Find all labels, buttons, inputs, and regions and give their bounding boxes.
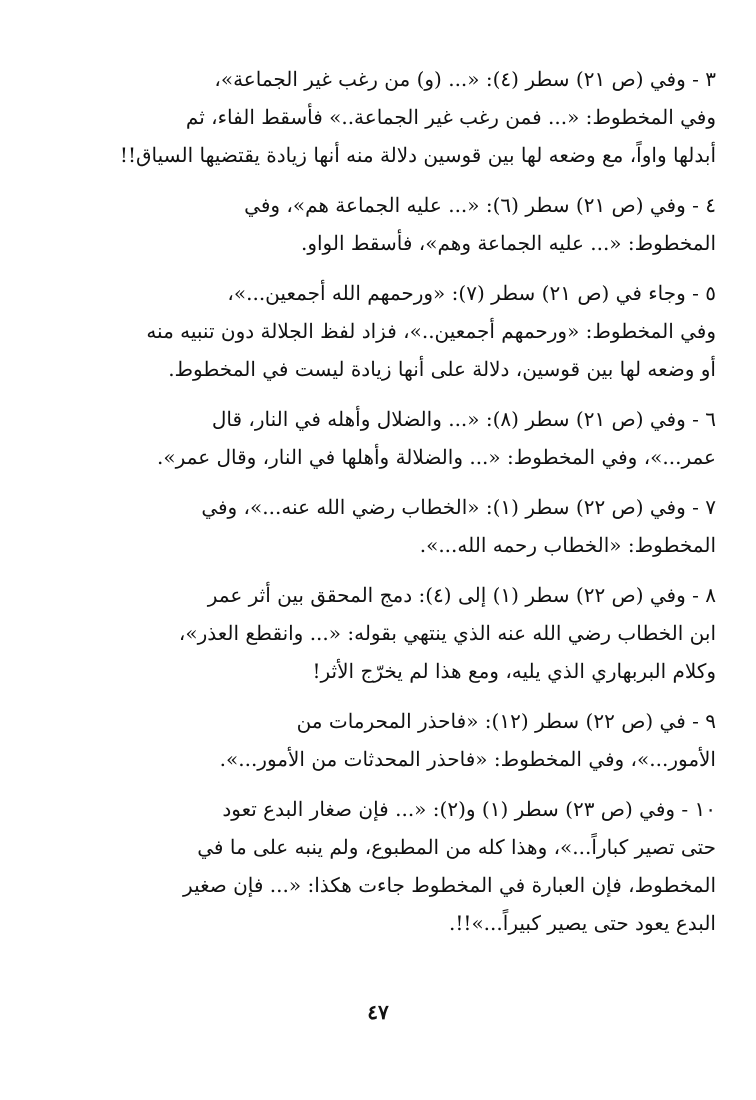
text-line: أو وضعه لها بين قوسين، دلالة على أنها زيادة ليست في المخطوط. — [168, 357, 716, 381]
text-line: الأمور...»، وفي المخطوط: «فاحذر المحدثات من الأمور...». — [219, 747, 716, 771]
text-line: وفي المخطوط: «ورحمهم أجمعين..»، فزاد لفظ الجلالة دون تنبيه منه — [146, 319, 716, 343]
text-line: ٧ - وفي (ص ٢٢) سطر (١): «الخطاب رضي الله عنه...»، وفي — [201, 495, 716, 519]
text-line: المخطوط: «الخطاب رحمه الله...». — [419, 533, 716, 557]
text-line: وفي المخطوط: «... فمن رغب غير الجماعة..» فأسقط الفاء، ثم — [185, 105, 716, 129]
text-line: ١٠ - وفي (ص ٢٣) سطر (١) و(٢): «... فإن صغار البدع تعود — [222, 797, 716, 821]
paragraph-3 — [116, 60, 716, 174]
text-line: المخطوط: «... عليه الجماعة وهم»، فأسقط الواو. — [300, 231, 716, 255]
text-line: حتى تصير كباراً...»، وهذا كله من المطبوع، ولم ينبه على ما في — [197, 835, 716, 859]
paragraph-9 — [116, 702, 716, 778]
paragraph-5 — [116, 274, 716, 388]
page-number: ٤٧ — [367, 1000, 389, 1024]
paragraph-10 — [116, 790, 716, 942]
text-line: أبدلها واواً، مع وضعه لها بين قوسين دلالة منه أنها زيادة يقتضيها السياق!! — [119, 143, 716, 167]
text-line: ٤ - وفي (ص ٢١) سطر (٦): «... عليه الجماعة هم»، وفي — [244, 193, 716, 217]
text-line: البدع يعود حتى يصير كبيراً...»!!. — [449, 911, 716, 935]
text-line: عمر...»، وفي المخطوط: «... والضلالة وأهلها في النار، وقال عمر». — [157, 445, 716, 469]
text-line: وكلام البربهاري الذي يليه، ومع هذا لم يخرّج الأثر! — [312, 659, 716, 683]
paragraph-4 — [116, 186, 716, 262]
text-line: ابن الخطاب رضي الله عنه الذي ينتهي بقوله: «... وانقطع العذر»، — [178, 621, 716, 645]
page-body — [116, 60, 716, 954]
text-line: ٩ - في (ص ٢٢) سطر (١٢): «فاحذر المحرمات من — [296, 709, 716, 733]
paragraph-8 — [116, 576, 716, 690]
text-line: ٨ - وفي (ص ٢٢) سطر (١) إلى (٤): دمج المحقق بين أثر عمر — [207, 583, 716, 607]
text-line: ٦ - وفي (ص ٢١) سطر (٨): «... والضلال وأهله في النار، قال — [211, 407, 716, 431]
paragraph-7 — [116, 488, 716, 564]
text-line: المخطوط، فإن العبارة في المخطوط جاءت هكذا: «... فإن صغير — [183, 873, 716, 897]
text-line: ٣ - وفي (ص ٢١) سطر (٤): «... (و) من رغب غير الجماعة»، — [214, 67, 716, 91]
text-line: ٥ - وجاء في (ص ٢١) سطر (٧): «ورحمهم الله أجمعين...»، — [227, 281, 716, 305]
paragraph-6 — [116, 400, 716, 476]
